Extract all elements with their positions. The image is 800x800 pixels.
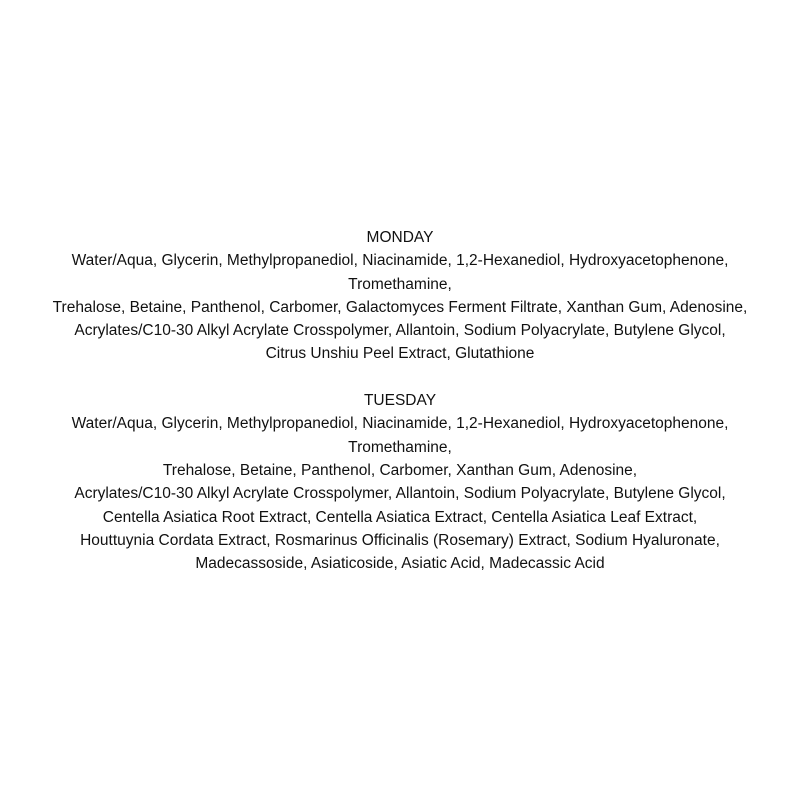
ingredient-line: Tromethamine,: [348, 275, 452, 293]
ingredient-document: [0, 226, 800, 575]
ingredient-line: Water/Aqua, Glycerin, Methylpropanediol, Niacinamide, 1,2-Hexanediol, Hydroxyacetophenone,: [71, 252, 729, 270]
section-heading: TUESDAY: [363, 392, 437, 410]
ingredient-line: Trehalose, Betaine, Panthenol, Carbomer, Xanthan Gum, Adenosine,: [162, 461, 638, 479]
ingredient-line: Acrylates/C10-30 Alkyl Acrylate Crosspolymer, Allantoin, Sodium Polyacrylate, Butylene Glycol,: [74, 485, 726, 503]
ingredient-line: Tromethamine,: [348, 438, 452, 456]
section-tuesday: [0, 389, 800, 575]
section-monday: [0, 226, 800, 366]
ingredient-line: Acrylates/C10-30 Alkyl Acrylate Crosspolymer, Allantoin, Sodium Polyacrylate, Butylene Glycol,: [74, 322, 726, 340]
ingredient-line: Houttuynia Cordata Extract, Rosmarinus Officinalis (Rosemary) Extract, Sodium Hyaluronate,: [80, 531, 720, 549]
ingredient-line: Madecassoside, Asiaticoside, Asiatic Acid, Madecassic Acid: [195, 555, 605, 573]
ingredient-line: Centella Asiatica Root Extract, Centella Asiatica Extract, Centella Asiatica Leaf Extract,: [102, 508, 698, 526]
ingredient-line: Trehalose, Betaine, Panthenol, Carbomer, Galactomyces Ferment Filtrate, Xanthan Gum, Adenosine,: [52, 298, 748, 316]
ingredient-line: Citrus Unshiu Peel Extract, Glutathione: [265, 345, 535, 363]
section-heading: MONDAY: [366, 229, 434, 246]
ingredient-line: Water/Aqua, Glycerin, Methylpropanediol, Niacinamide, 1,2-Hexanediol, Hydroxyacetophenone,: [71, 415, 729, 433]
